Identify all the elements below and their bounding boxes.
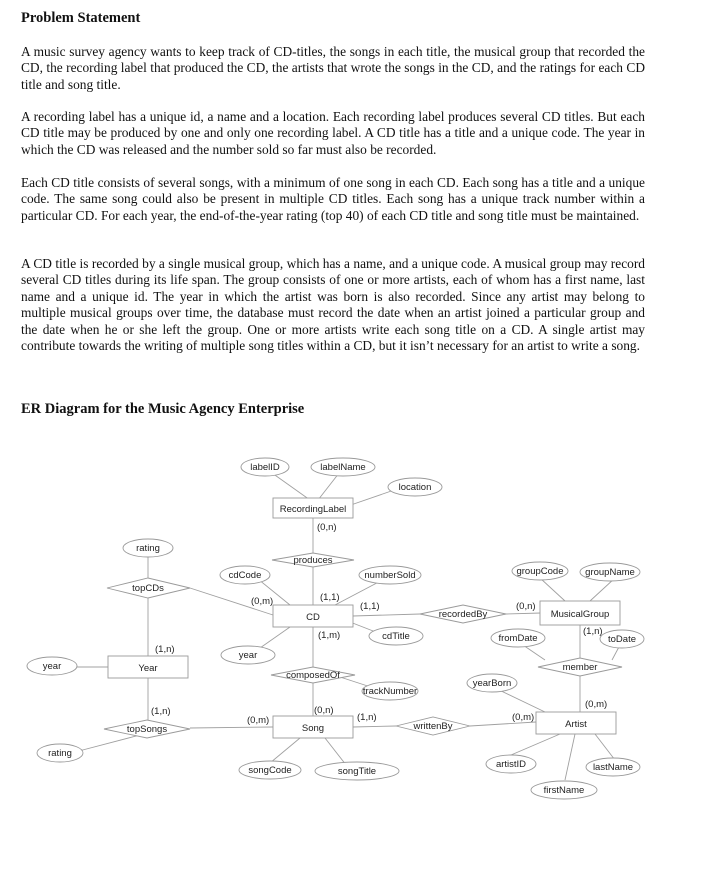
attr-from-date xyxy=(491,629,545,647)
attr-cd-title xyxy=(369,627,423,645)
card-year-topcds: (1,n) xyxy=(155,644,175,655)
attr-number-sold xyxy=(359,566,421,584)
attr-to-date-text: toDate xyxy=(608,634,636,645)
card-rl-produces: (0,n) xyxy=(317,522,337,533)
attr-song-code xyxy=(239,761,301,779)
attr-year-born xyxy=(467,674,517,692)
entity-recording-label-text: RecordingLabel xyxy=(279,504,347,515)
attr-year-born-text: yearBorn xyxy=(472,678,512,689)
attr-group-name xyxy=(580,563,640,581)
entity-artist-text: Artist xyxy=(565,719,587,730)
attr-cd-code xyxy=(220,566,270,584)
relationship-recorded-by-text: recordedBy xyxy=(438,609,488,620)
attr-year-year-text: year xyxy=(42,661,62,672)
entity-song-text: Song xyxy=(301,723,325,734)
attr-location-text: location xyxy=(398,482,432,493)
card-cd-produces: (1,1) xyxy=(320,592,340,603)
relationship-member-text: member xyxy=(562,662,598,673)
entity-song xyxy=(273,716,353,738)
attr-song-code-text: songCode xyxy=(248,765,292,776)
card-artist-writtenby: (0,m) xyxy=(512,712,535,723)
attr-group-name-text: groupName xyxy=(585,567,635,578)
relationship-composed-of-text: composedOf xyxy=(286,670,340,681)
relationship-top-songs xyxy=(104,720,190,738)
paragraph-2: A recording label has a unique id, a name and a location. Each recording label produces several CD titles. But each CD title may be produced by one and only one recording label. A CD title has a title and a unique code. The year in which the CD was released and the number sold so far must also be recorded. xyxy=(21,109,645,157)
entity-musical-group xyxy=(540,601,620,625)
relationship-produces xyxy=(272,553,354,567)
card-mg-member: (1,n) xyxy=(583,626,603,637)
relationship-produces-text: produces xyxy=(293,555,333,566)
attr-group-code xyxy=(512,562,568,580)
relationship-top-songs-text: topSongs xyxy=(126,724,168,735)
attr-first-name-text: firstName xyxy=(543,785,585,796)
card-cd-topcds: (0,m) xyxy=(251,596,274,607)
attr-label-id-text: labelID xyxy=(250,462,280,473)
attr-location xyxy=(388,478,442,496)
attr-number-sold-text: numberSold xyxy=(364,570,416,581)
attr-last-name xyxy=(586,758,640,776)
problem-statement-heading: Problem Statement xyxy=(21,10,141,26)
relationship-written-by-text: writtenBy xyxy=(413,721,453,732)
relationship-recorded-by xyxy=(420,605,506,623)
attr-song-title-text: songTitle xyxy=(337,766,377,777)
entity-year xyxy=(108,656,188,678)
card-song-topsongs: (0,m) xyxy=(247,715,270,726)
attr-rating-song xyxy=(37,744,83,762)
attr-last-name-text: lastName xyxy=(592,762,634,773)
attr-artist-id-text: artistID xyxy=(495,759,527,770)
card-cd-recordedby: (1,1) xyxy=(360,601,380,612)
paragraph-3: Each CD title consists of several songs, with a minimum of one song in each CD. Each song has a title and a unique code. The same song could also be present in multiple CD titles. Each song has a unique track number within a particular CD. For each year, the end-of-the-year rating (top 40) of each CD title and song title must be maintained. xyxy=(21,175,645,223)
entity-year-text: Year xyxy=(138,663,158,674)
attr-cd-year-text: year xyxy=(238,650,258,661)
entity-musical-group-text: MusicalGroup xyxy=(550,609,610,620)
relationship-written-by xyxy=(396,717,470,735)
entity-recording-label xyxy=(273,498,353,518)
er-diagram-heading: ER Diagram for the Music Agency Enterprise xyxy=(21,401,305,417)
attr-track-number-text: trackNumber xyxy=(362,686,418,697)
entity-artist xyxy=(536,712,616,734)
attr-group-code-text: groupCode xyxy=(516,566,564,577)
entity-cd-text: CD xyxy=(306,612,320,623)
card-cd-composedof: (1,m) xyxy=(318,630,341,641)
relationship-top-cds-text: topCDs xyxy=(132,583,164,594)
paragraph-1: A music survey agency wants to keep track of CD-titles, the songs in each title, the musical group that recorded the CD, the recording label that produced the CD, the artists that wrote the songs in the CD, and the ratings for each CD title and song title. xyxy=(21,44,645,92)
relationship-member xyxy=(538,658,622,676)
attr-cd-code-text: cdCode xyxy=(228,570,262,581)
relationship-composed-of xyxy=(271,667,355,683)
attr-year-year xyxy=(27,657,77,675)
attr-label-id xyxy=(241,458,289,476)
attr-label-name-text: labelName xyxy=(320,462,366,473)
attr-first-name xyxy=(531,781,597,799)
card-mg-recordedby: (0,n) xyxy=(516,601,536,612)
card-artist-member: (0,m) xyxy=(585,699,608,710)
attr-rating-cd xyxy=(123,539,173,557)
attr-cd-title-text: cdTitle xyxy=(382,631,410,642)
attr-from-date-text: fromDate xyxy=(498,633,538,644)
attr-to-date xyxy=(600,630,644,648)
attr-rating-song-text: rating xyxy=(48,748,72,759)
card-year-topsongs: (1,n) xyxy=(151,706,171,717)
card-song-writtenby: (1,n) xyxy=(357,712,377,723)
attr-label-name xyxy=(311,458,375,476)
attr-track-number xyxy=(362,682,418,700)
attr-song-title xyxy=(315,762,399,780)
paragraph-4: A CD title is recorded by a single musical group, which has a name, and a unique code. A musical group may record several CD titles during its life span. The group consists of one or more artists, each of whom has a first name, last name and a unique id. The year in which the artist was born is also recorded. Since any artist may belong to multiple musical groups over time, the database must record the date when an artist joined a particular group and the date when he or she left the group. One or more artists write each song title on a CD. A single artist may contribute towards the writing of multiple song titles within a CD, but it isn’t necessary for an artist to write a song. xyxy=(21,256,645,354)
entity-cd xyxy=(273,605,353,627)
attr-rating-cd-text: rating xyxy=(136,543,160,554)
card-song-composedof: (0,n) xyxy=(314,705,334,716)
attr-artist-id xyxy=(486,755,536,773)
attr-cd-year xyxy=(221,646,275,664)
relationship-top-cds xyxy=(107,578,190,598)
